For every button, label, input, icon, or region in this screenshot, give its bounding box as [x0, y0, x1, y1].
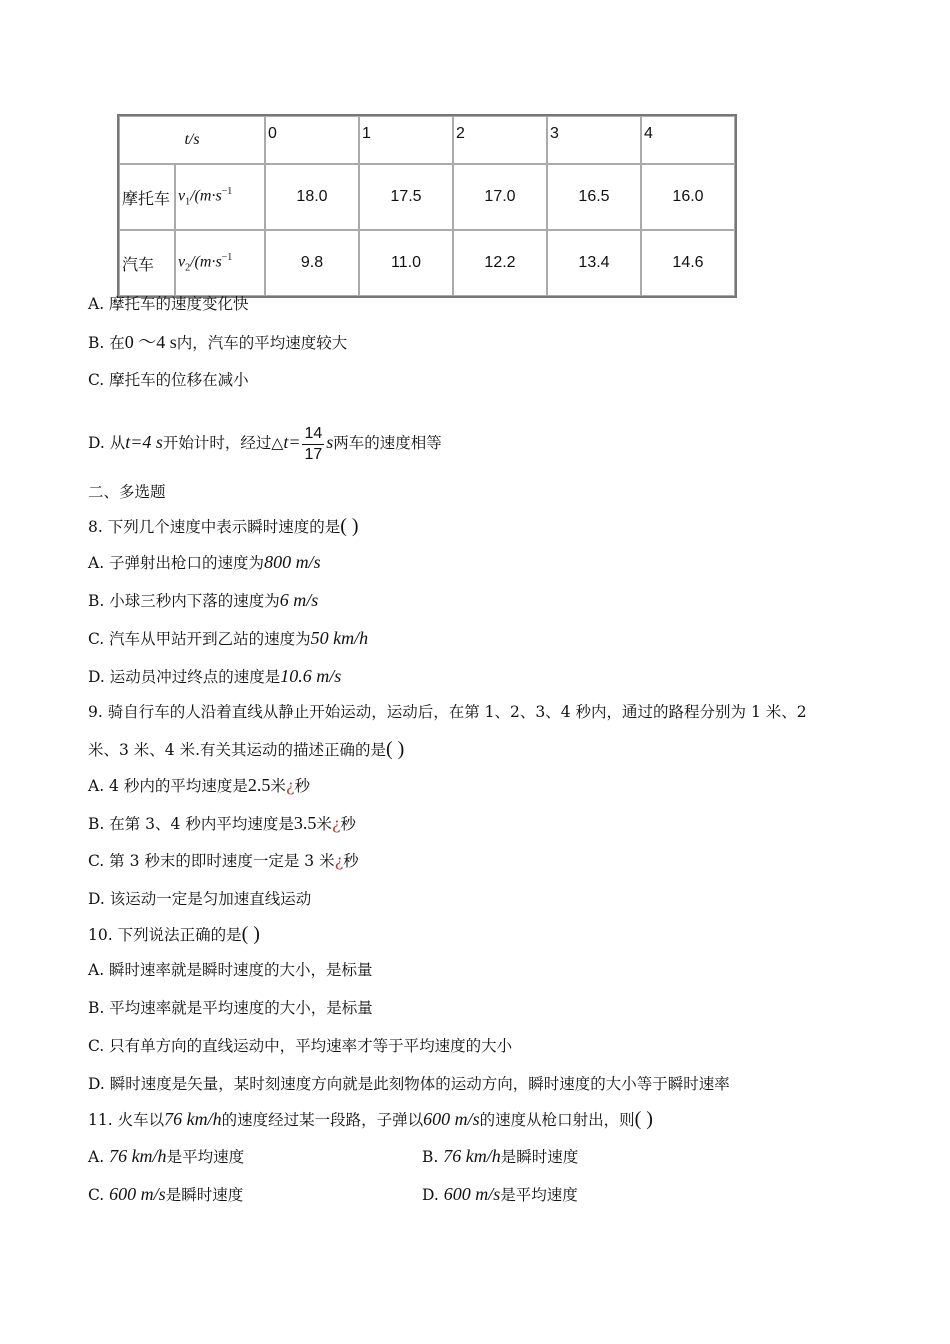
- q8-stem: 8. 下列几个速度中表示瞬时速度的是( ): [88, 515, 359, 537]
- q8-option-c: C. 汽车从甲站开到乙站的速度为50 km/h: [88, 628, 369, 648]
- table-cell: 16.5: [547, 164, 641, 230]
- vehicle-name: 汽车: [119, 230, 175, 296]
- time-0: 0: [265, 116, 359, 164]
- q7-option-d: D. 从t=4 s开始计时，经过△t= $\frac{14}{17}$ s两车的速度相等: [88, 424, 442, 463]
- q11-option-b: B. 76 km/h是瞬时速度: [422, 1146, 579, 1166]
- table-cell: 11.0: [359, 230, 453, 296]
- table-cell: 13.4: [547, 230, 641, 296]
- q10-option-d: D. 瞬时速度是矢量，某时刻速度方向就是此刻物体的运动方向，瞬时速度的大小等于瞬时速率: [88, 1075, 730, 1093]
- table-cell: 17.5: [359, 164, 453, 230]
- speed-table: [117, 114, 737, 298]
- table-cell: 9.8: [265, 230, 359, 296]
- velocity-unit: $v_1/(m\cdot s^{-1}$: [175, 164, 265, 230]
- q11-option-c: C. 600 m/s是瞬时速度: [88, 1184, 244, 1204]
- table-cell: 16.0: [641, 164, 735, 230]
- q7-option-a: A. 摩托车的速度变化快: [88, 295, 249, 313]
- q7-option-b: B. 在0 ～4 s内，汽车的平均速度较大: [88, 332, 348, 352]
- q10-option-b: B. 平均速率就是平均速度的大小，是标量: [88, 999, 373, 1017]
- table-row: [119, 164, 735, 230]
- q9-option-c: C. 第 3 秒末的即时速度一定是 3 米¿秒: [88, 851, 359, 870]
- q8-option-a: A. 子弹射出枪口的速度为800 m/s: [88, 552, 321, 572]
- table-header-row: [119, 116, 735, 164]
- time-4: 4: [641, 116, 735, 164]
- time-1: 1: [359, 116, 453, 164]
- q9-stem-line2: 米、3 米、4 米.有关其运动的描述正确的是( ): [88, 738, 405, 760]
- q11-option-d: D. 600 m/s是平均速度: [422, 1184, 578, 1204]
- q10-option-a: A. 瞬时速率就是瞬时速度的大小，是标量: [88, 961, 373, 979]
- time-3: 3: [547, 116, 641, 164]
- q7-option-c: C. 摩托车的位移在减小: [88, 371, 249, 389]
- velocity-unit: $v_2/(m\cdot s^{-1}$: [175, 230, 265, 296]
- table-cell: 14.6: [641, 230, 735, 296]
- q8-option-b: B. 小球三秒内下落的速度为6 m/s: [88, 590, 319, 610]
- table-cell: 12.2: [453, 230, 547, 296]
- time-2: 2: [453, 116, 547, 164]
- q8-option-d: D. 运动员冲过终点的速度是10.6 m/s: [88, 666, 342, 686]
- table-row: [119, 230, 735, 296]
- q10-option-c: C. 只有单方向的直线运动中，平均速率才等于平均速度的大小: [88, 1037, 513, 1055]
- q10-stem: 10. 下列说法正确的是( ): [88, 923, 260, 945]
- q9-option-d: D. 该运动一定是匀加速直线运动: [88, 890, 312, 908]
- vehicle-name: 摩托车: [119, 164, 175, 230]
- table-cell: 17.0: [453, 164, 547, 230]
- section-title: 二、多选题: [88, 483, 166, 501]
- fraction: $\frac{14}{17}$: [304, 424, 323, 463]
- q9-option-b: B. 在第 3、4 秒内平均速度是3.5米¿秒: [88, 813, 356, 833]
- q9-stem-line1: 9. 骑自行车的人沿着直线从静止开始运动，运动后，在第 1、2、3、4 秒内，通过的路程分别为 1 米、2: [88, 703, 807, 721]
- time-label: t/s: [119, 116, 265, 164]
- q11-stem: 11. 火车以76 km/h的速度经过某一段路，子弹以600 m/s的速度从枪口射出，则( ): [88, 1108, 653, 1130]
- q9-option-a: A. 4 秒内的平均速度是2.5米¿秒: [88, 775, 310, 795]
- table-cell: 18.0: [265, 164, 359, 230]
- q11-option-a: A. 76 km/h是平均速度: [88, 1146, 245, 1166]
